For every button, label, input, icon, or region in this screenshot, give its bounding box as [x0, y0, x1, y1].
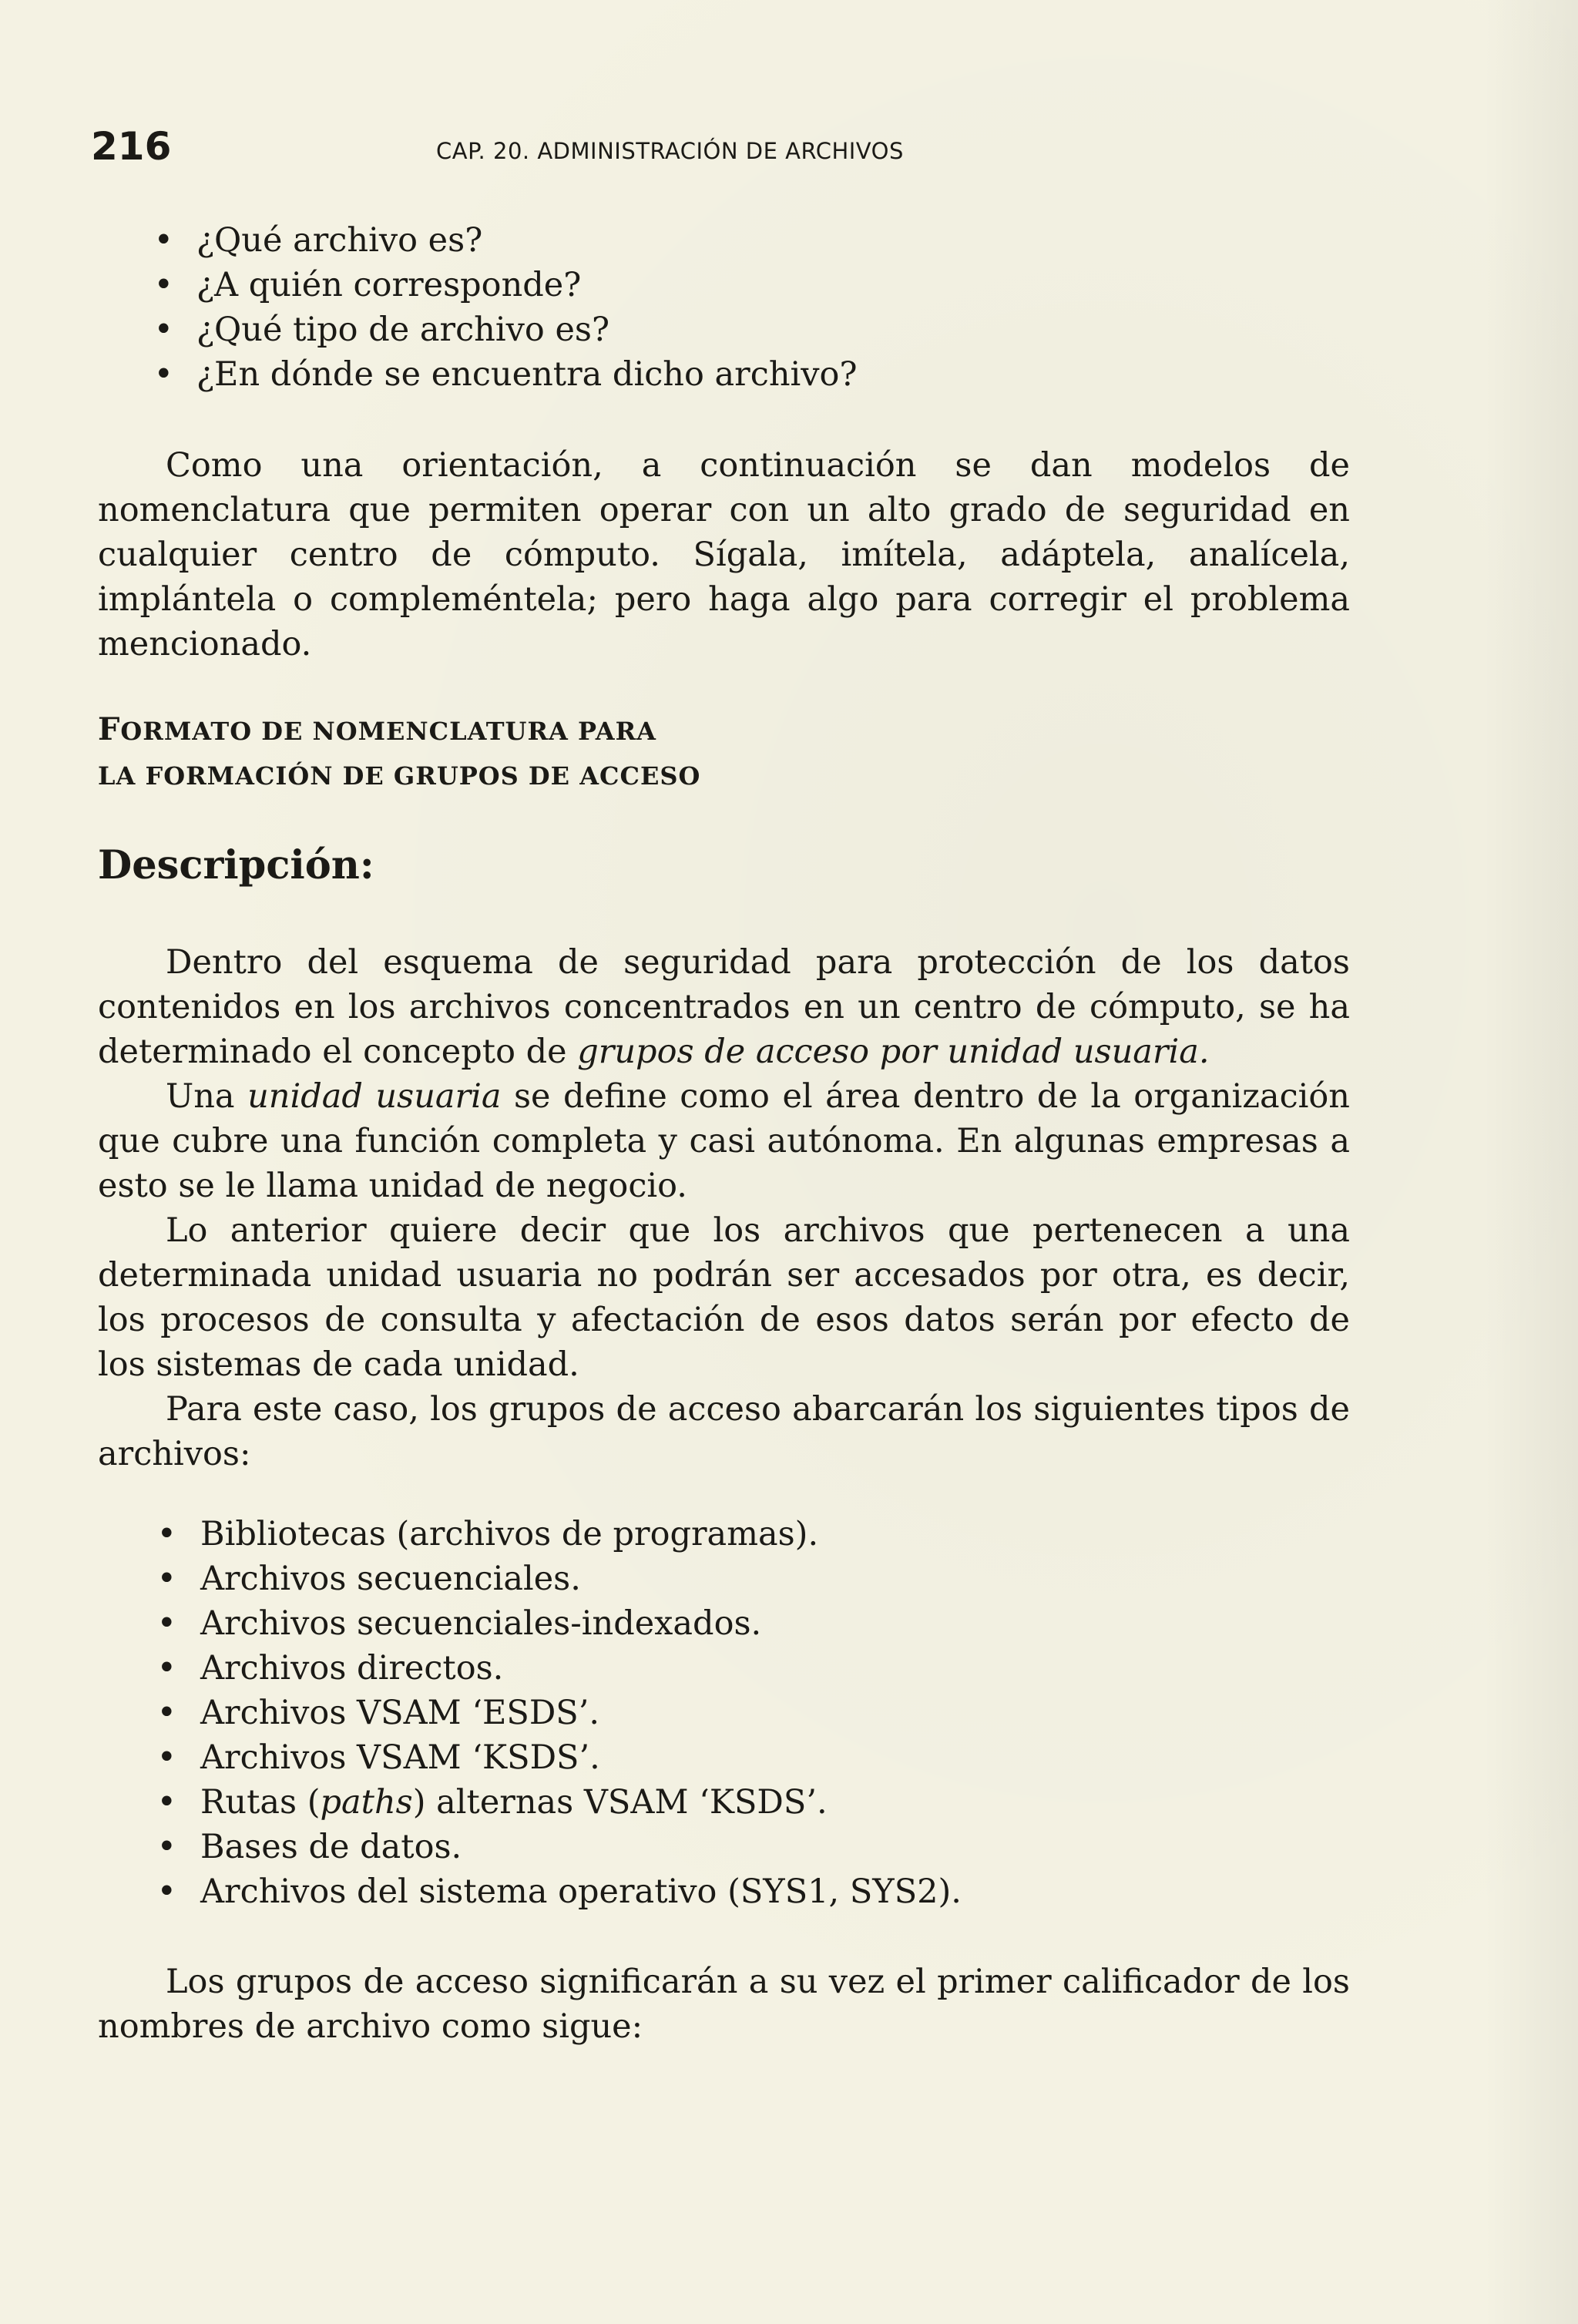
body-paragraph: Dentro del esquema de seguridad para protección de los datos contenidos en los archivos concentrados en un centro de cómputo, se ha determinado el concepto de grupos de acceso por unidad usuaria.	[98, 943, 1350, 1071]
question-item: • ¿A quién corresponde?	[96, 263, 1348, 307]
description-subheading: Descripción:	[98, 842, 374, 888]
section-heading-line-1: FORMATO DE NOMENCLATURA PARA	[98, 711, 656, 747]
section-heading-line-2: LA FORMACIÓN DE GRUPOS DE ACCESO	[98, 761, 701, 791]
file-type-item: • Archivos secuenciales-indexados.	[96, 1601, 1348, 1646]
file-type-item: • Archivos VSAM ‘KSDS’.	[96, 1735, 1348, 1780]
intro-paragraph: Como una orientación, a continuación se dan modelos de nomenclatura que permiten operar con un alto grado de seguridad en cualquier centro de cómputo. Sígala, imítela, adáptela, analícela, implántela o compleméntela; pero haga algo para corregir el problema mencionado.	[98, 446, 1350, 663]
body-paragraph: Lo anterior quiere decir que los archivos que pertenecen a una determinada unidad usuaria no podrán ser accesados por otra, es decir, los procesos de consulta y afectación de esos datos serán por efecto de los sistemas de cada unidad.	[98, 1211, 1350, 1384]
description-body	[98, 940, 1350, 1476]
page-number: 216	[91, 124, 172, 169]
chapter-title: CAP. 20. ADMINISTRACIÓN DE ARCHIVOS	[436, 138, 904, 164]
section-heading	[98, 707, 1350, 798]
file-type-item: • Archivos VSAM ‘ESDS’.	[96, 1691, 1348, 1735]
file-type-item: • Archivos directos.	[96, 1646, 1348, 1691]
file-type-list	[96, 1512, 1348, 1914]
question-list	[96, 218, 1348, 397]
file-type-item: • Bases de datos.	[96, 1825, 1348, 1869]
file-type-item: • Archivos del sistema operativo (SYS1, SYS2).	[96, 1869, 1348, 1914]
question-item: • ¿En dónde se encuentra dicho archivo?	[96, 352, 1348, 397]
body-paragraph: Una unidad usuaria se define como el área dentro de la organización que cubre una función completa y casi autónoma. En algunas empresas a esto se le llama unidad de negocio.	[98, 1077, 1350, 1205]
file-type-item: • Rutas (paths) alternas VSAM ‘KSDS’.	[96, 1780, 1348, 1825]
question-item: • ¿Qué archivo es?	[96, 218, 1348, 263]
file-type-item: • Bibliotecas (archivos de programas).	[96, 1512, 1348, 1557]
closing-paragraph: Los grupos de acceso significarán a su vez el primer calificador de los nombres de archivo como sigue:	[98, 1963, 1350, 2046]
file-type-item: • Archivos secuenciales.	[96, 1557, 1348, 1601]
question-item: • ¿Qué tipo de archivo es?	[96, 307, 1348, 352]
running-head	[91, 123, 1478, 177]
body-paragraph: Para este caso, los grupos de acceso abarcarán los siguientes tipos de archivos:	[98, 1390, 1350, 1473]
